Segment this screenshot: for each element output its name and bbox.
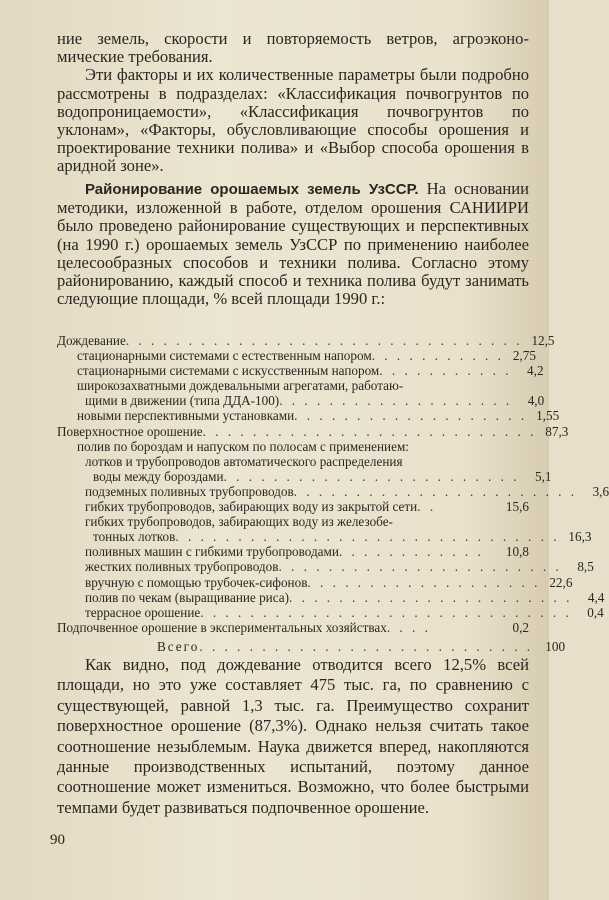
table-row: тонных лотков . . . . . . . . . . . . . . . . . . . . . . . . . . . . . . . 16,3: [93, 529, 592, 545]
table-row: полив по чекам (выращивание риса) . . . . . . . . . . . . . . . . . . . . . . . 4,4: [85, 589, 605, 605]
table-row: полив по бороздам и напуском по полосам с применением:: [77, 438, 409, 454]
table-row: воды между бороздами . . . . . . . . . . . . . . . . . . . . . . . . 5,1: [93, 468, 552, 484]
table-row: Поверхностное орошение . . . . . . . . . . . . . . . . . . . . . . . . . . . 87,3: [57, 423, 569, 439]
table-row: вручную с помощью трубочек-сифонов . . . . . . . . . . . . . . . . . . . 22,6: [85, 574, 573, 590]
table-row: Подпочвенное орошение в экспериментальных хозяйствах . . . . 0,2: [57, 619, 529, 635]
intro-text: [57, 30, 529, 176]
section-heading: Районирование орошаемых земель УзССР.: [85, 181, 419, 198]
table-total-row: Всего . . . . . . . . . . . . . . . . . . . . . . . . . . . 100: [157, 638, 566, 654]
table-row: новыми перспективными установками . . . . . . . . . . . . . . . . . . . 1,55: [77, 408, 560, 424]
paragraph-factors: Эти факторы и их количественные параметры были подробно рассмотрены в подразделах: «Классификация почвогрунтов по водопроницаемости», «Классификация почвогрунтов по уклонам», «Факторы, обусловливающие способы орошения и проектирование техники полива» и «Выбор способа орошения в аридной зоне».: [57, 65, 529, 176]
table-row: террасное орошение . . . . . . . . . . . . . . . . . . . . . . . . . . . . . . 0,4: [85, 604, 604, 620]
table-row: Дождевание . . . . . . . . . . . . . . . . . . . . . . . . . . . . . . . . 12,5: [57, 333, 555, 348]
irrigation-methods-table: [57, 333, 609, 654]
table-row: стационарными системами с искусственным напором . . . . . . . . . . . 4,2: [77, 363, 544, 379]
table-row: поливных машин с гибкими трубопроводами . . . . . . . . . . . . 10,8: [85, 544, 529, 560]
section-text: На основании методики, изложенной в работе, отделом орошения САНИИРИ было проведено районирование существующих и перспективных (на 1990 г.) орошаемых земель УзССР по применению наиболее целесообразных способов и техники полива. Согласно этому районированию, каждый способ и техника полива будут занимать следующие площади, % всей площади 1990 г.:: [57, 179, 530, 309]
paragraph-continuation: ние земель, скорости и повторяемость ветров, агроэконо-мические требования.: [57, 29, 529, 67]
table-row: гибких трубопроводов, забирающих воду из железобе-: [85, 514, 393, 530]
table-row: широкозахватными дождевальными агрегатами, работаю-: [77, 378, 404, 394]
table-row: щими в движении (типа ДДА-100) . . . . . . . . . . . . . . . . . . . 4,0: [85, 393, 545, 409]
table-row: лотков и трубопроводов автоматического распределения: [85, 453, 403, 469]
table-row: стационарными системами с естественным напором . . . . . . . . . . . 2,75: [77, 348, 536, 364]
table-row: жестких поливных трубопроводов . . . . . . . . . . . . . . . . . . . . . . . 8,5: [85, 559, 594, 575]
paragraph-conclusion: Как видно, под дождевание отводится всего 12,5% всей площади, но это уже составляет 475 тыс. га, по сравнению с существующей, равной 1,3 тыс. га. Преимущество сохранит поверхностное орошение (87,3%). Однако нельзя считать такое соотношение незыблемым. Наука движется вперед, накопляются данные производственных испытаний, поэтому данное соотношение может измениться. Возможно, что более быстрыми темпами будет развиваться подпочвенное орошение.: [57, 655, 529, 817]
conclusion-text: [57, 655, 529, 818]
section-zoning: [57, 180, 529, 308]
page-number: 90: [50, 832, 65, 848]
table-row: гибких трубопроводов, забирающих воду из закрытой сети . . 15,6: [85, 499, 529, 515]
table-row: подземных поливных трубопроводов . . . . . . . . . . . . . . . . . . . . . . . 3,6: [85, 483, 609, 499]
